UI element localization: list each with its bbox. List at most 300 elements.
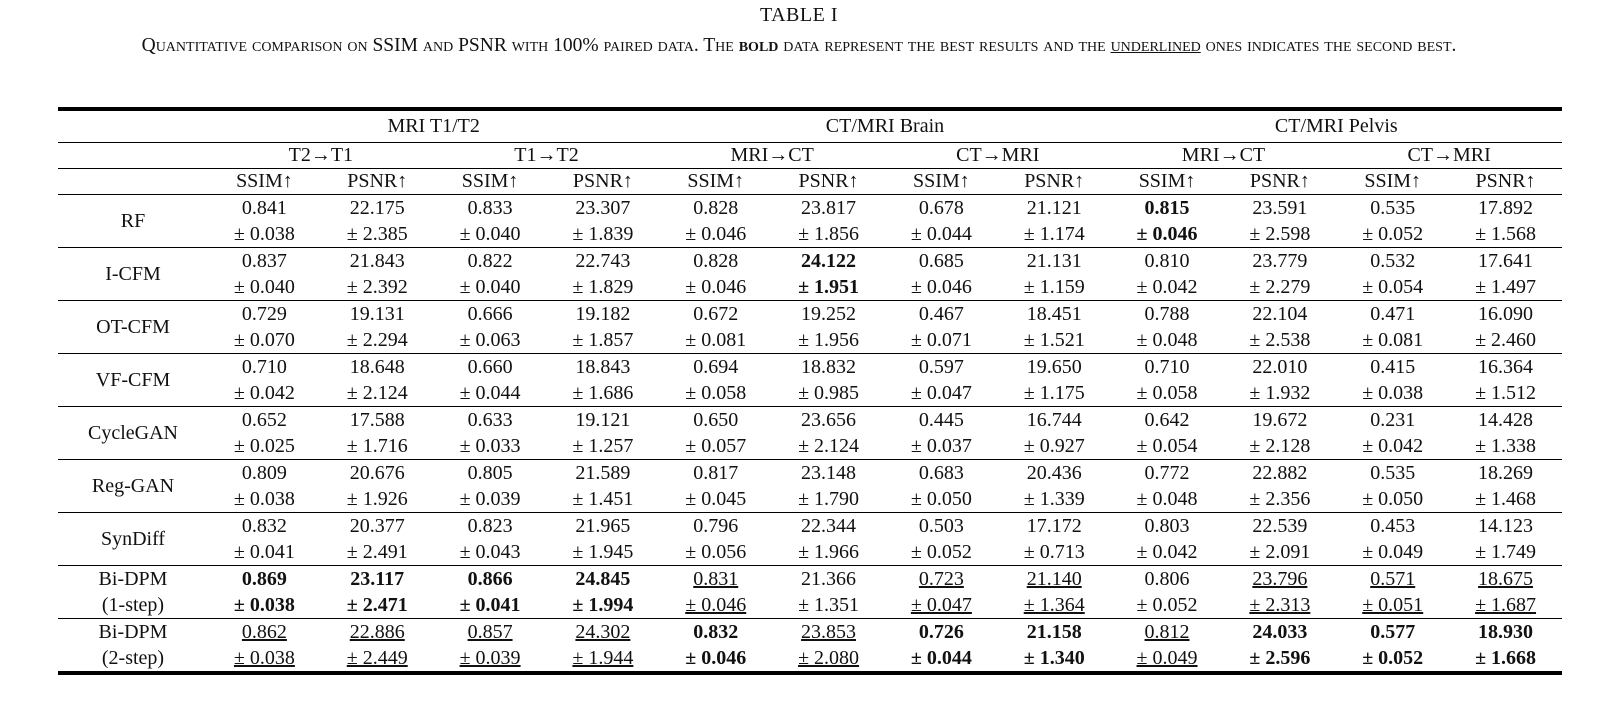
mean-value: 0.660: [467, 356, 513, 378]
std-value: ± 0.039: [459, 488, 521, 510]
table-row: [58, 460, 1562, 513]
std-value: ± 0.037: [910, 435, 972, 457]
table-row: [58, 619, 1562, 674]
metric-header: PSNR↑: [546, 169, 659, 195]
mean-value: 22.175: [349, 197, 405, 219]
mean-value: 23.853: [801, 621, 857, 643]
value-cell: [208, 301, 321, 354]
mean-value: 19.252: [801, 303, 857, 325]
value-cell: [885, 248, 998, 301]
std-value: ± 2.313: [1249, 594, 1311, 616]
std-value: ± 2.392: [346, 276, 408, 298]
mean-value: 22.886: [349, 621, 405, 643]
mean-value: 16.744: [1026, 409, 1082, 431]
task-header: T2→T1: [208, 143, 434, 169]
std-value: ± 0.081: [685, 329, 747, 351]
mean-value: 21.158: [1026, 621, 1082, 643]
std-value: ± 1.716: [346, 435, 408, 457]
std-value: ± 0.043: [459, 541, 521, 563]
mean-value: 19.650: [1026, 356, 1082, 378]
value-cell: [546, 513, 659, 566]
std-value: ± 1.944: [572, 647, 634, 669]
value-cell: [885, 407, 998, 460]
std-value: ± 0.025: [233, 435, 295, 457]
value-cell: [885, 460, 998, 513]
task-header: CT→MRI: [885, 143, 1111, 169]
value-cell: [1336, 460, 1449, 513]
mean-value: 0.832: [693, 621, 739, 643]
value-cell: [434, 619, 547, 674]
std-value: ± 1.829: [572, 276, 634, 298]
value-cell: [659, 460, 772, 513]
metric-header: SSIM↑: [885, 169, 998, 195]
group-header: CT/MRI Pelvis: [1111, 109, 1562, 143]
method-label: OT-CFM: [96, 316, 170, 338]
task-header: MRI→CT: [659, 143, 885, 169]
value-cell: [772, 248, 885, 301]
std-value: ± 1.364: [1023, 594, 1085, 616]
mean-value: 19.672: [1252, 409, 1308, 431]
value-cell: [546, 407, 659, 460]
mean-value: 0.571: [1370, 568, 1416, 590]
method-name: [58, 513, 208, 566]
group-header: MRI T1/T2: [208, 109, 659, 143]
value-cell: [208, 354, 321, 407]
value-cell: [1449, 301, 1562, 354]
value-cell: [772, 354, 885, 407]
std-value: ± 0.985: [798, 382, 860, 404]
value-cell: [659, 513, 772, 566]
std-value: ± 1.926: [346, 488, 408, 510]
value-cell: [208, 407, 321, 460]
mean-value: 21.140: [1026, 568, 1082, 590]
std-value: ± 1.468: [1475, 488, 1537, 510]
std-value: ± 0.046: [1136, 223, 1198, 245]
value-cell: [1336, 354, 1449, 407]
std-value: ± 0.046: [685, 647, 747, 669]
mean-value: 0.862: [241, 621, 287, 643]
method-name: [58, 460, 208, 513]
std-value: ± 0.063: [459, 329, 521, 351]
std-value: ± 1.497: [1475, 276, 1537, 298]
std-value: ± 0.038: [233, 223, 295, 245]
value-cell: [1336, 301, 1449, 354]
value-cell: [772, 566, 885, 619]
mean-value: 0.415: [1370, 356, 1416, 378]
value-cell: [321, 460, 434, 513]
mean-value: 24.302: [575, 621, 631, 643]
std-value: ± 2.471: [346, 594, 408, 616]
mean-value: 0.803: [1144, 515, 1190, 537]
mean-value: 24.033: [1252, 621, 1308, 643]
mean-value: 14.428: [1478, 409, 1534, 431]
value-cell: [321, 195, 434, 248]
std-value: ± 1.512: [1475, 382, 1537, 404]
mean-value: 23.591: [1252, 197, 1308, 219]
mean-value: 18.843: [575, 356, 631, 378]
value-cell: [659, 248, 772, 301]
mean-value: 0.710: [1144, 356, 1190, 378]
std-value: ± 1.521: [1023, 329, 1085, 351]
std-value: ± 0.044: [910, 223, 972, 245]
table-row: [58, 354, 1562, 407]
value-cell: [1449, 460, 1562, 513]
std-value: ± 1.351: [798, 594, 860, 616]
mean-value: 20.676: [349, 462, 405, 484]
value-cell: [659, 195, 772, 248]
method-label: VF-CFM: [95, 369, 171, 391]
mean-value: 0.666: [467, 303, 513, 325]
value-cell: [1449, 566, 1562, 619]
task-header: MRI→CT: [1111, 143, 1337, 169]
mean-value: 19.131: [349, 303, 405, 325]
mean-value: 0.806: [1144, 568, 1190, 590]
method-name: [58, 566, 208, 619]
method-name: [58, 619, 208, 674]
std-value: ± 2.385: [346, 223, 408, 245]
mean-value: 18.269: [1478, 462, 1534, 484]
std-value: ± 1.174: [1023, 223, 1085, 245]
value-cell: [1223, 513, 1336, 566]
value-cell: [546, 566, 659, 619]
value-cell: [659, 619, 772, 674]
mean-value: 17.641: [1478, 250, 1534, 272]
value-cell: [998, 460, 1111, 513]
std-value: ± 0.071: [910, 329, 972, 351]
table-row: [58, 195, 1562, 248]
std-value: ± 0.047: [910, 594, 972, 616]
mean-value: 0.467: [918, 303, 964, 325]
std-value: ± 1.839: [572, 223, 634, 245]
std-value: ± 2.124: [798, 435, 860, 457]
metric-header: PSNR↑: [1223, 169, 1336, 195]
std-value: ± 0.050: [1362, 488, 1424, 510]
value-cell: [434, 460, 547, 513]
std-value: ± 1.857: [572, 329, 634, 351]
std-value: ± 1.568: [1475, 223, 1537, 245]
std-value: ± 1.338: [1475, 435, 1537, 457]
std-value: ± 0.039: [459, 647, 521, 669]
mean-value: 0.841: [241, 197, 287, 219]
std-value: ± 0.058: [1136, 382, 1198, 404]
std-value: ± 0.052: [910, 541, 972, 563]
value-cell: [885, 619, 998, 674]
value-cell: [1223, 248, 1336, 301]
mean-value: 0.831: [693, 568, 739, 590]
value-cell: [998, 619, 1111, 674]
value-cell: [1336, 619, 1449, 674]
std-value: ± 2.294: [346, 329, 408, 351]
mean-value: 16.364: [1478, 356, 1534, 378]
caption-bold-word: bold: [738, 35, 779, 56]
value-cell: [1111, 354, 1224, 407]
value-cell: [1111, 407, 1224, 460]
value-cell: [659, 407, 772, 460]
value-cell: [208, 460, 321, 513]
mean-value: 0.772: [1144, 462, 1190, 484]
value-cell: [321, 354, 434, 407]
std-value: ± 2.449: [346, 647, 408, 669]
value-cell: [1223, 195, 1336, 248]
value-cell: [434, 407, 547, 460]
value-cell: [208, 195, 321, 248]
group-header: CT/MRI Brain: [659, 109, 1110, 143]
std-value: ± 1.956: [798, 329, 860, 351]
method-label: Bi-DPM: [98, 568, 168, 590]
table-row: [58, 407, 1562, 460]
mean-value: 0.866: [467, 568, 513, 590]
std-value: ± 1.951: [798, 276, 860, 298]
mean-value: 0.817: [693, 462, 739, 484]
table-caption: [10, 32, 1588, 59]
value-cell: [546, 301, 659, 354]
value-cell: [434, 566, 547, 619]
std-value: ± 0.048: [1136, 488, 1198, 510]
value-cell: [1449, 619, 1562, 674]
value-cell: [208, 566, 321, 619]
std-value: ± 0.038: [233, 594, 295, 616]
std-value: ± 2.091: [1249, 541, 1311, 563]
mean-value: 0.828: [693, 250, 739, 272]
table-row: [58, 566, 1562, 619]
method-name: [58, 354, 208, 407]
value-cell: [208, 248, 321, 301]
std-value: ± 0.049: [1362, 541, 1424, 563]
mean-value: 0.577: [1370, 621, 1416, 643]
std-value: ± 0.046: [685, 594, 747, 616]
value-cell: [998, 513, 1111, 566]
std-value: ± 0.046: [685, 276, 747, 298]
value-cell: [321, 407, 434, 460]
std-value: ± 2.128: [1249, 435, 1311, 457]
method-name: [58, 301, 208, 354]
value-cell: [772, 195, 885, 248]
mean-value: 0.805: [467, 462, 513, 484]
method-name: [58, 195, 208, 248]
value-cell: [546, 195, 659, 248]
mean-value: 22.344: [801, 515, 857, 537]
value-cell: [1336, 513, 1449, 566]
value-cell: [1111, 460, 1224, 513]
mean-value: 23.148: [801, 462, 857, 484]
mean-value: 19.182: [575, 303, 631, 325]
value-cell: [998, 407, 1111, 460]
caption-part2: data represent the best results and the: [783, 35, 1106, 56]
method-label: (2-step): [101, 647, 165, 669]
caption-part3: ones indicates the second best.: [1205, 35, 1457, 56]
std-value: ± 0.042: [1136, 276, 1198, 298]
metric-header: SSIM↑: [1336, 169, 1449, 195]
empty-header-cell: [58, 109, 208, 143]
mean-value: 0.832: [241, 515, 287, 537]
std-value: ± 0.040: [233, 276, 295, 298]
value-cell: [1223, 460, 1336, 513]
value-cell: [1449, 407, 1562, 460]
value-cell: [434, 195, 547, 248]
std-value: ± 0.051: [1362, 594, 1424, 616]
metric-header: PSNR↑: [998, 169, 1111, 195]
method-label: SynDiff: [100, 528, 166, 550]
value-cell: [772, 460, 885, 513]
mean-value: 24.845: [575, 568, 631, 590]
method-label: Reg-GAN: [91, 475, 175, 497]
value-cell: [1449, 513, 1562, 566]
value-cell: [885, 195, 998, 248]
std-value: ± 0.052: [1136, 594, 1198, 616]
std-value: ± 1.257: [572, 435, 634, 457]
std-value: ± 0.057: [685, 435, 747, 457]
std-value: ± 0.042: [1362, 435, 1424, 457]
value-cell: [1336, 566, 1449, 619]
value-cell: [321, 513, 434, 566]
std-value: ± 1.686: [572, 382, 634, 404]
value-cell: [208, 513, 321, 566]
std-value: ± 1.668: [1475, 647, 1537, 669]
std-value: ± 2.491: [346, 541, 408, 563]
value-cell: [1111, 619, 1224, 674]
value-cell: [1223, 407, 1336, 460]
std-value: ± 0.041: [459, 594, 521, 616]
value-cell: [546, 248, 659, 301]
std-value: ± 0.927: [1023, 435, 1085, 457]
results-table: [58, 107, 1562, 675]
mean-value: 22.882: [1252, 462, 1308, 484]
std-value: ± 1.175: [1023, 382, 1085, 404]
mean-value: 18.451: [1026, 303, 1082, 325]
value-cell: [321, 301, 434, 354]
std-value: ± 1.932: [1249, 382, 1311, 404]
task-header: T1→T2: [434, 143, 660, 169]
value-cell: [1111, 513, 1224, 566]
std-value: ± 0.052: [1362, 647, 1424, 669]
method-label: I-CFM: [105, 263, 161, 285]
metric-header-row: [58, 169, 1562, 195]
value-cell: [1223, 354, 1336, 407]
std-value: ± 0.058: [685, 382, 747, 404]
std-value: ± 0.050: [910, 488, 972, 510]
std-value: ± 1.687: [1475, 594, 1537, 616]
mean-value: 0.726: [918, 621, 964, 643]
std-value: ± 0.713: [1023, 541, 1085, 563]
mean-value: 18.648: [349, 356, 405, 378]
std-value: ± 0.040: [459, 223, 521, 245]
mean-value: 20.436: [1026, 462, 1082, 484]
value-cell: [434, 301, 547, 354]
mean-value: 19.121: [575, 409, 631, 431]
value-cell: [434, 248, 547, 301]
std-value: ± 0.040: [459, 276, 521, 298]
mean-value: 0.694: [693, 356, 739, 378]
metric-header: SSIM↑: [1111, 169, 1224, 195]
value-cell: [1111, 566, 1224, 619]
mean-value: 0.445: [918, 409, 964, 431]
value-cell: [1223, 619, 1336, 674]
std-value: ± 0.042: [233, 382, 295, 404]
metric-header: SSIM↑: [434, 169, 547, 195]
caption-underlined-word: underlined: [1110, 35, 1201, 56]
mean-value: 21.589: [575, 462, 631, 484]
metric-header: PSNR↑: [772, 169, 885, 195]
mean-value: 22.104: [1252, 303, 1308, 325]
mean-value: 0.810: [1144, 250, 1190, 272]
mean-value: 0.650: [693, 409, 739, 431]
value-cell: [659, 354, 772, 407]
mean-value: 23.656: [801, 409, 857, 431]
mean-value: 23.817: [801, 197, 857, 219]
metric-header: SSIM↑: [659, 169, 772, 195]
mean-value: 18.930: [1478, 621, 1534, 643]
mean-value: 0.729: [241, 303, 287, 325]
std-value: ± 2.356: [1249, 488, 1311, 510]
value-cell: [546, 460, 659, 513]
std-value: ± 1.994: [572, 594, 634, 616]
value-cell: [434, 513, 547, 566]
value-cell: [885, 566, 998, 619]
value-cell: [772, 513, 885, 566]
mean-value: 21.843: [349, 250, 405, 272]
std-value: ± 1.790: [798, 488, 860, 510]
value-cell: [1336, 407, 1449, 460]
std-value: ± 1.339: [1023, 488, 1085, 510]
method-name: [58, 248, 208, 301]
mean-value: 21.121: [1026, 197, 1082, 219]
value-cell: [1449, 195, 1562, 248]
empty-header-cell: [58, 169, 208, 195]
std-value: ± 1.159: [1023, 276, 1085, 298]
mean-value: 20.377: [349, 515, 405, 537]
value-cell: [998, 354, 1111, 407]
value-cell: [434, 354, 547, 407]
std-value: ± 0.056: [685, 541, 747, 563]
mean-value: 0.837: [241, 250, 287, 272]
mean-value: 23.796: [1252, 568, 1308, 590]
std-value: ± 0.052: [1362, 223, 1424, 245]
std-value: ± 0.033: [459, 435, 521, 457]
metric-header: PSNR↑: [1449, 169, 1562, 195]
mean-value: 0.471: [1370, 303, 1416, 325]
mean-value: 0.685: [918, 250, 964, 272]
value-cell: [1111, 195, 1224, 248]
std-value: ± 2.080: [798, 647, 860, 669]
value-cell: [546, 619, 659, 674]
mean-value: 22.743: [575, 250, 631, 272]
mean-value: 0.812: [1144, 621, 1190, 643]
mean-value: 0.678: [918, 197, 964, 219]
table-row: [58, 513, 1562, 566]
mean-value: 23.307: [575, 197, 631, 219]
mean-value: 18.832: [801, 356, 857, 378]
std-value: ± 0.047: [910, 382, 972, 404]
value-cell: [885, 301, 998, 354]
mean-value: 17.588: [349, 409, 405, 431]
value-cell: [885, 513, 998, 566]
std-value: ± 0.070: [233, 329, 295, 351]
mean-value: 21.965: [575, 515, 631, 537]
metric-header: PSNR↑: [321, 169, 434, 195]
std-value: ± 0.049: [1136, 647, 1198, 669]
std-value: ± 1.856: [798, 223, 860, 245]
mean-value: 0.535: [1370, 197, 1416, 219]
mean-value: 0.535: [1370, 462, 1416, 484]
value-cell: [772, 619, 885, 674]
mean-value: 0.815: [1144, 197, 1190, 219]
method-label: RF: [120, 210, 146, 232]
mean-value: 0.503: [918, 515, 964, 537]
value-cell: [321, 566, 434, 619]
table-number: TABLE I: [760, 4, 838, 26]
value-cell: [998, 566, 1111, 619]
method-label: CycleGAN: [88, 422, 178, 444]
